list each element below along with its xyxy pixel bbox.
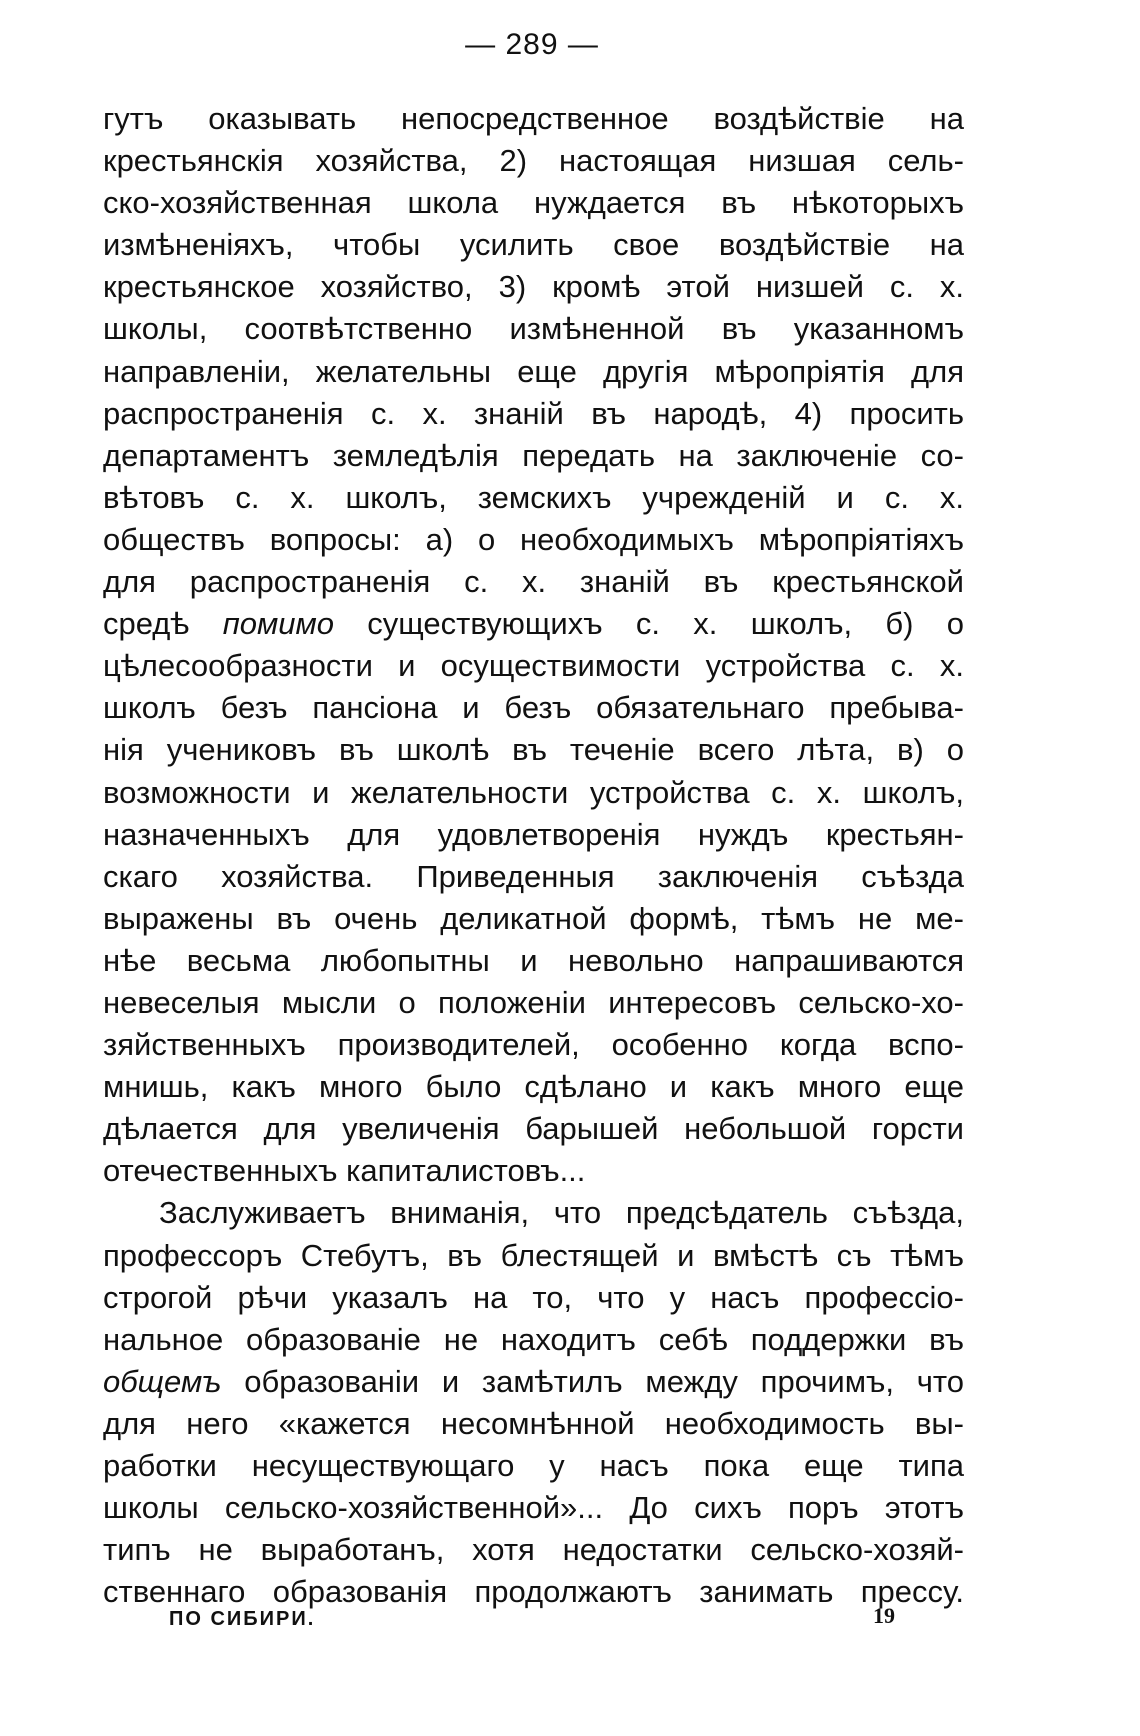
text-line-with-italic: [103, 1361, 964, 1403]
text-fragment: средѣ: [103, 606, 223, 642]
text-line: нія учениковъ въ школѣ въ теченіе всего лѣта, в) о: [103, 732, 964, 768]
text-line: зяйственныхъ производителей, особенно когда вспо-: [103, 1027, 964, 1063]
text-line: невеселыя мысли о положеніи интересовъ сельско-хо-: [103, 984, 964, 1020]
text-line: крестьянскія хозяйства, 2) настоящая низшая сель-: [103, 143, 964, 179]
italic-word: помимо: [222, 606, 334, 642]
text-line: мнишь, какъ много было сдѣлано и какъ много еще: [103, 1069, 964, 1105]
text-line: профессоръ Стебутъ, въ блестящей и вмѣстѣ съ тѣмъ: [103, 1237, 964, 1273]
text-line: для распространенія с. х. знаній въ крестьянской: [103, 564, 964, 600]
paragraph-2: [103, 1192, 964, 1613]
text-line: строгой рѣчи указалъ на то, что у насъ профессіо-: [103, 1279, 964, 1315]
sheet-number: 19: [873, 1603, 895, 1628]
text-line: распространенія с. х. знаній въ народѣ, 4) просить: [103, 395, 964, 431]
page-number: — 289 —: [465, 28, 599, 61]
text-line: возможности и желательности устройства с. х. школъ,: [103, 774, 964, 810]
text-line: цѣлесообразности и осуществимости устройства с. х.: [103, 648, 964, 684]
signature-mark: ПО СИБИРИ.: [169, 1608, 316, 1630]
text-line: обществъ вопросы: а) о необходимыхъ мѣропріятіяхъ: [103, 521, 964, 557]
paragraph-1: [103, 98, 964, 1192]
text-line: работки несуществующаго у насъ пока еще типа: [103, 1448, 964, 1483]
text-line: выражены въ очень деликатной формѣ, тѣмъ не ме-: [103, 900, 964, 936]
text-line: гутъ оказывать непосредственное воздѣйствіе на: [103, 101, 964, 136]
text-line: Заслуживаетъ вниманія, что предсѣдатель съѣзда,: [159, 1195, 964, 1231]
text-fragment: существующихъ с. х. школъ, б) о: [333, 606, 964, 642]
text-fragment: образованіи и замѣтилъ между прочимъ, что: [221, 1363, 964, 1399]
text-line: направленіи, желательны еще другія мѣропріятія для: [103, 353, 964, 389]
text-line: для него «кажется несомнѣнной необходимость вы-: [103, 1405, 964, 1441]
text-line: типъ не выработанъ, хотя недостатки сельско-хозяй-: [103, 1532, 964, 1568]
text-line: ственнаго образованія продолжаютъ занимать прессу.: [103, 1574, 964, 1610]
text-line: отечественныхъ капиталистовъ...: [103, 1153, 586, 1189]
text-line: нальное образованіе не находитъ себѣ поддержки въ: [103, 1321, 964, 1357]
body-text: [103, 98, 964, 1613]
text-line: вѣтовъ с. х. школъ, земскихъ учрежденій и с. х.: [103, 479, 964, 515]
text-line: школы сельско-хозяйственной»... До сихъ поръ этотъ: [103, 1490, 964, 1526]
text-line: назначенныхъ для удовлетворенія нуждъ крестьян-: [103, 816, 964, 852]
text-line: школы, соотвѣтственно измѣненной въ указанномъ: [103, 311, 964, 347]
text-line-with-italic: [103, 603, 964, 645]
text-line: крестьянское хозяйство, 3) кромѣ этой низшей с. х.: [103, 269, 964, 305]
text-line: нѣе весьма любопытны и невольно напрашиваются: [103, 942, 964, 978]
italic-word: общемъ: [103, 1363, 222, 1399]
text-line: департаментъ земледѣлія передать на заключеніе со-: [103, 437, 964, 473]
text-line: скаго хозяйства. Приведенныя заключенія съѣзда: [103, 858, 964, 894]
text-line: ско-хозяйственная школа нуждается въ нѣкоторыхъ: [103, 185, 964, 221]
text-line: школъ безъ пансіона и безъ обязательнаго пребыва-: [103, 690, 964, 726]
text-line: дѣлается для увеличенія барышей небольшой горсти: [103, 1111, 964, 1147]
text-line: измѣненіяхъ, чтобы усилить свое воздѣйствіе на: [103, 227, 964, 263]
